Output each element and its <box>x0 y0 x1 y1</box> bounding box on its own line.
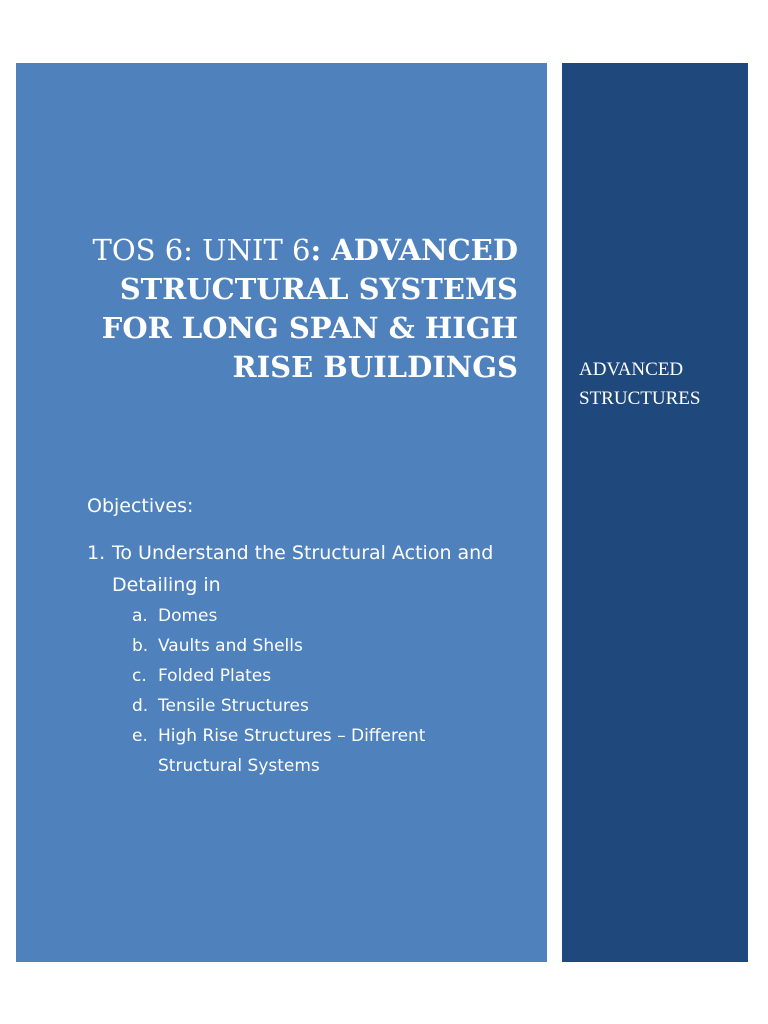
sub-item-letter: d. <box>132 696 149 716</box>
cover-side-panel <box>562 63 748 962</box>
sub-item-domes <box>132 601 507 631</box>
side-label-line1: ADVANCED <box>579 359 684 380</box>
objectives-heading: Objectives: <box>87 495 194 517</box>
objective-text: To Understand the Structural Action and Detailing in <box>112 542 494 596</box>
sub-item-letter: c. <box>132 666 147 686</box>
sub-item-letter: a. <box>132 606 148 626</box>
objectives-section <box>87 492 507 781</box>
document-title <box>48 231 518 387</box>
sub-item-high-rise <box>132 721 507 781</box>
title-rest: : ADVANCED STRUCTURAL SYSTEMS FOR LONG SPAN & HIGH RISE BUILDINGS <box>101 233 518 384</box>
sub-item-text: Domes <box>158 606 218 626</box>
sub-item-text: Vaults and Shells <box>158 636 303 656</box>
title-lead: TOS 6: UNIT 6 <box>92 233 311 267</box>
side-panel-label <box>579 355 700 413</box>
objective-number: 1. <box>87 542 106 564</box>
sub-item-tensile-structures <box>132 691 507 721</box>
sub-item-folded-plates <box>132 661 507 691</box>
objective-item <box>87 537 507 601</box>
sub-item-letter: b. <box>132 636 149 656</box>
side-label-line2: STRUCTURES <box>579 388 701 409</box>
sub-item-text: High Rise Structures – Different Structural Systems <box>158 726 426 776</box>
sub-item-vaults-shells <box>132 631 507 661</box>
objective-sublist <box>87 601 507 781</box>
cover-main-panel <box>16 63 547 962</box>
sub-item-text: Tensile Structures <box>158 696 309 716</box>
sub-item-text: Folded Plates <box>158 666 272 686</box>
sub-item-letter: e. <box>132 726 148 746</box>
